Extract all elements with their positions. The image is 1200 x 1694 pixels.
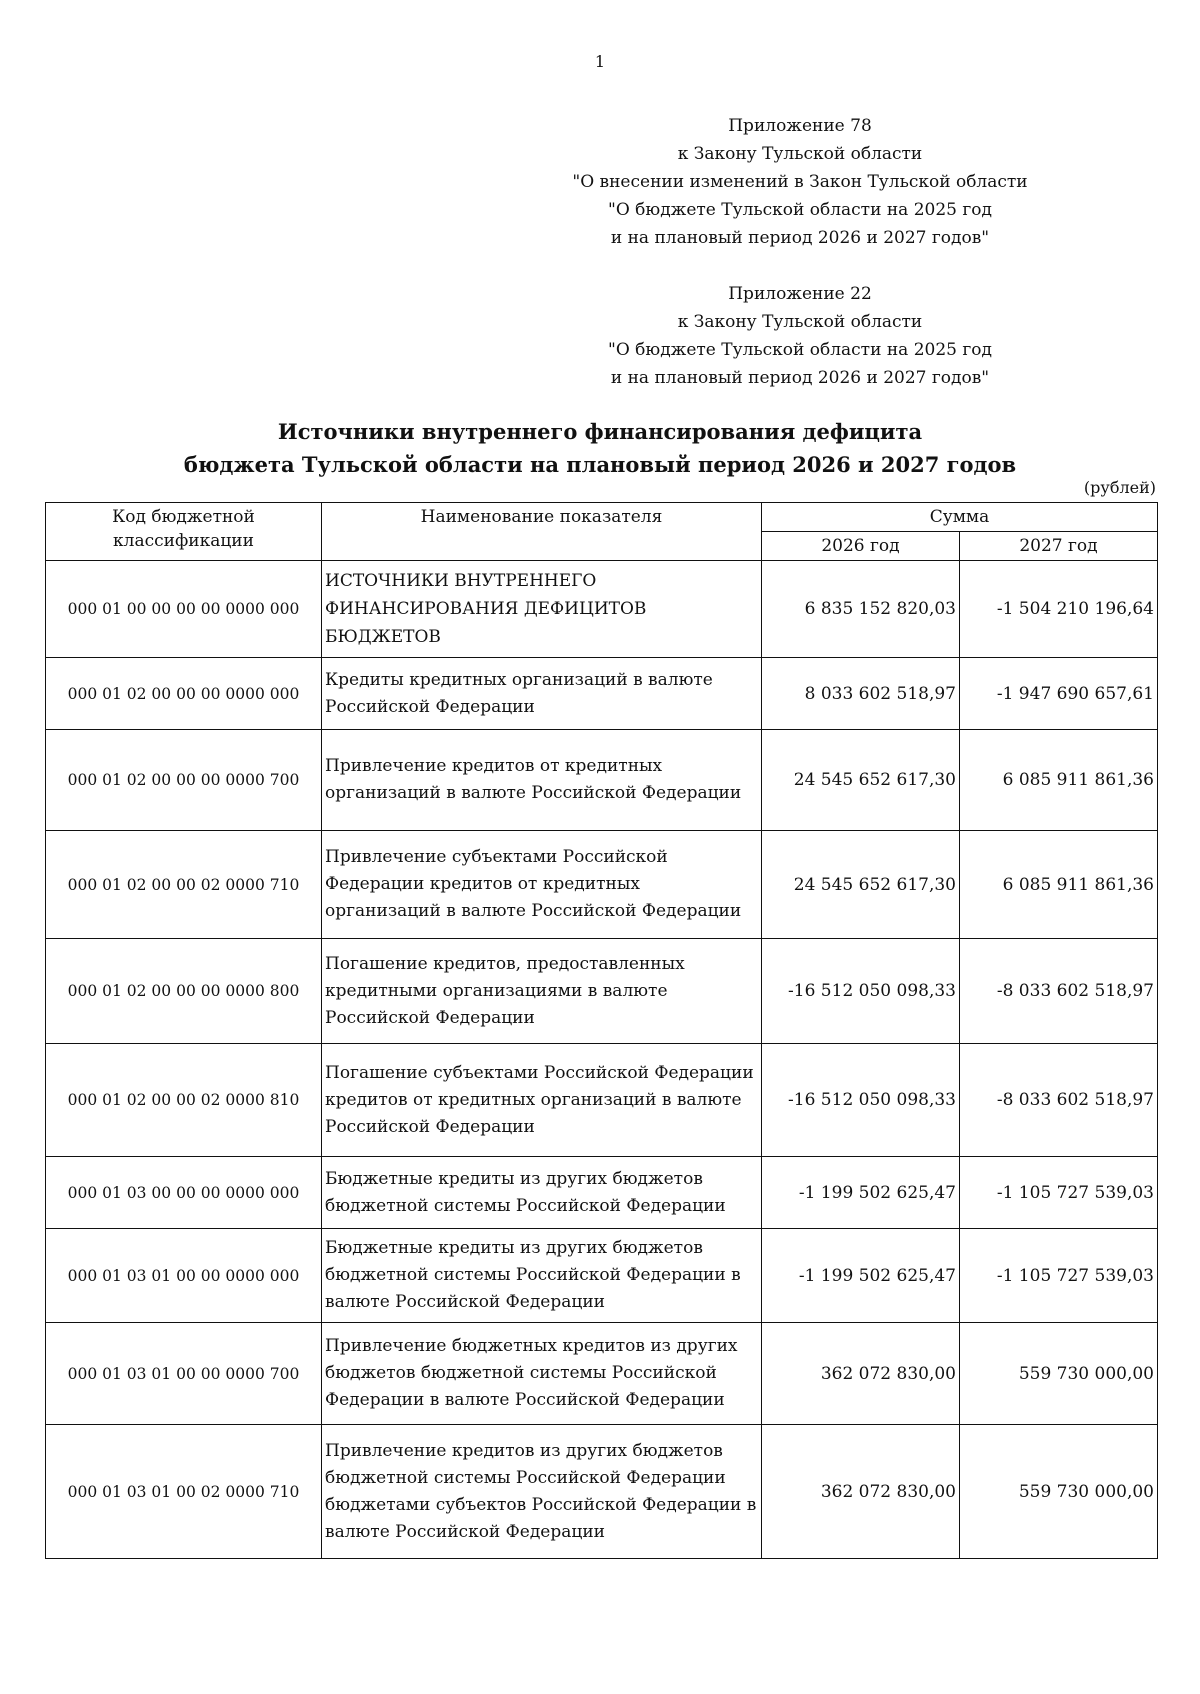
row-amount-2026: -16 512 050 098,33 bbox=[762, 1044, 960, 1157]
appendix-22-line: и на плановый период 2026 и 2027 годов" bbox=[610, 368, 990, 388]
header-sum: Сумма bbox=[762, 503, 1158, 532]
row-name: Привлечение кредитов от кредитных организаций в валюте Российской Федерации bbox=[322, 730, 762, 831]
row-name: ИСТОЧНИКИ ВНУТРЕННЕГО ФИНАНСИРОВАНИЯ ДЕФИЦИТОВ БЮДЖЕТОВ bbox=[322, 561, 762, 658]
table-row bbox=[46, 658, 1158, 730]
table-row bbox=[46, 1425, 1158, 1559]
row-code: 000 01 02 00 00 02 0000 810 bbox=[46, 1044, 322, 1157]
row-amount-2027: -1 105 727 539,03 bbox=[960, 1229, 1158, 1323]
row-amount-2027: 559 730 000,00 bbox=[960, 1425, 1158, 1559]
row-name: Привлечение субъектами Российской Федерации кредитов от кредитных организаций в валюте Российской Федерации bbox=[322, 831, 762, 939]
appendix-78-line: к Закону Тульской области bbox=[677, 144, 923, 164]
row-amount-2027: -1 105 727 539,03 bbox=[960, 1157, 1158, 1229]
row-code: 000 01 03 01 00 00 0000 000 bbox=[46, 1229, 322, 1323]
row-amount-2027: 6 085 911 861,36 bbox=[960, 730, 1158, 831]
row-amount-2026: 8 033 602 518,97 bbox=[762, 658, 960, 730]
row-code: 000 01 02 00 00 00 0000 000 bbox=[46, 658, 322, 730]
table-row bbox=[46, 1229, 1158, 1323]
row-amount-2026: 362 072 830,00 bbox=[762, 1425, 960, 1559]
table-row bbox=[46, 939, 1158, 1044]
row-code: 000 01 03 01 00 02 0000 710 bbox=[46, 1425, 322, 1559]
row-amount-2027: -8 033 602 518,97 bbox=[960, 1044, 1158, 1157]
table-row bbox=[46, 730, 1158, 831]
appendix-22-line: Приложение 22 bbox=[728, 284, 872, 304]
row-amount-2026: 6 835 152 820,03 bbox=[762, 561, 960, 658]
document-title-line-2: бюджета Тульской области на плановый период 2026 и 2027 годов bbox=[183, 452, 1017, 477]
appendix-78-block bbox=[520, 112, 1080, 252]
header-year-2027: 2027 год bbox=[960, 532, 1158, 561]
table-row bbox=[46, 1044, 1158, 1157]
document-title bbox=[0, 415, 1200, 481]
appendix-22-line: "О бюджете Тульской области на 2025 год bbox=[608, 340, 992, 360]
row-code: 000 01 03 00 00 00 0000 000 bbox=[46, 1157, 322, 1229]
row-name: Кредиты кредитных организаций в валюте Российской Федерации bbox=[322, 658, 762, 730]
row-amount-2026: -1 199 502 625,47 bbox=[762, 1157, 960, 1229]
row-amount-2027: 6 085 911 861,36 bbox=[960, 831, 1158, 939]
table-row bbox=[46, 1323, 1158, 1425]
row-code: 000 01 02 00 00 00 0000 800 bbox=[46, 939, 322, 1044]
row-amount-2026: 362 072 830,00 bbox=[762, 1323, 960, 1425]
header-code: Код бюджетной классификации bbox=[46, 503, 322, 561]
row-amount-2026: -1 199 502 625,47 bbox=[762, 1229, 960, 1323]
row-name: Привлечение бюджетных кредитов из других бюджетов бюджетной системы Российской Федерации в валюте Российской Федерации bbox=[322, 1323, 762, 1425]
document-title-line-1: Источники внутреннего финансирования дефицита bbox=[277, 419, 923, 444]
row-amount-2027: 559 730 000,00 bbox=[960, 1323, 1158, 1425]
row-code: 000 01 02 00 00 02 0000 710 bbox=[46, 831, 322, 939]
table-row bbox=[46, 561, 1158, 658]
page-number: 1 bbox=[594, 52, 606, 71]
row-code: 000 01 02 00 00 00 0000 700 bbox=[46, 730, 322, 831]
row-amount-2026: 24 545 652 617,30 bbox=[762, 730, 960, 831]
appendix-78-line: Приложение 78 bbox=[728, 116, 872, 136]
appendix-22-line: к Закону Тульской области bbox=[677, 312, 923, 332]
row-amount-2027: -1 504 210 196,64 bbox=[960, 561, 1158, 658]
row-name: Погашение субъектами Российской Федерации кредитов от кредитных организаций в валюте Российской Федерации bbox=[322, 1044, 762, 1157]
row-name: Привлечение кредитов из других бюджетов бюджетной системы Российской Федерации бюджетами субъектов Российской Федерации в валюте Российской Федерации bbox=[322, 1425, 762, 1559]
financing-sources-table bbox=[45, 502, 1158, 1559]
row-name: Бюджетные кредиты из других бюджетов бюджетной системы Российской Федерации bbox=[322, 1157, 762, 1229]
row-amount-2026: 24 545 652 617,30 bbox=[762, 831, 960, 939]
table-row bbox=[46, 1157, 1158, 1229]
units-label: (рублей) bbox=[1083, 478, 1156, 497]
header-year-2026: 2026 год bbox=[762, 532, 960, 561]
appendix-78-line: "О внесении изменений в Закон Тульской области bbox=[572, 172, 1028, 192]
header-name: Наименование показателя bbox=[322, 503, 762, 561]
row-code: 000 01 00 00 00 00 0000 000 bbox=[46, 561, 322, 658]
appendix-78-line: "О бюджете Тульской области на 2025 год bbox=[608, 200, 992, 220]
row-name: Погашение кредитов, предоставленных кредитными организациями в валюте Российской Федерации bbox=[322, 939, 762, 1044]
row-code: 000 01 03 01 00 00 0000 700 bbox=[46, 1323, 322, 1425]
row-amount-2027: -1 947 690 657,61 bbox=[960, 658, 1158, 730]
appendix-22-block bbox=[520, 280, 1080, 392]
row-name: Бюджетные кредиты из других бюджетов бюджетной системы Российской Федерации в валюте Российской Федерации bbox=[322, 1229, 762, 1323]
row-amount-2027: -8 033 602 518,97 bbox=[960, 939, 1158, 1044]
table-row bbox=[46, 831, 1158, 939]
row-amount-2026: -16 512 050 098,33 bbox=[762, 939, 960, 1044]
appendix-78-line: и на плановый период 2026 и 2027 годов" bbox=[610, 228, 990, 248]
